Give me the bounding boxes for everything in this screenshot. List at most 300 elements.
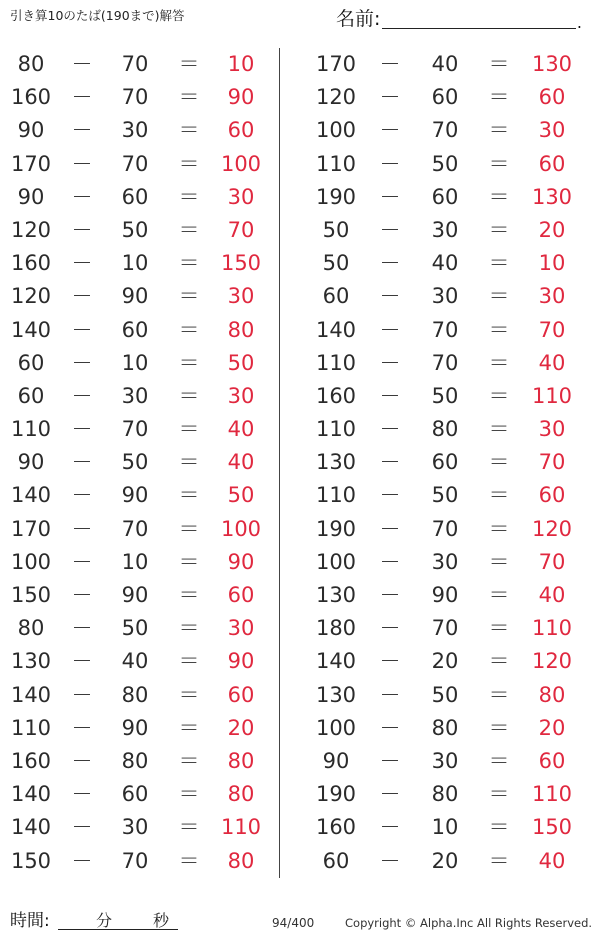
minuend: 60 xyxy=(17,350,45,375)
minuend: 130 xyxy=(10,649,52,674)
minus-sign: － xyxy=(379,284,401,309)
subtrahend: 10 xyxy=(431,815,459,840)
answer: 110 xyxy=(531,616,573,641)
minus-sign: － xyxy=(71,284,93,309)
minus-sign: － xyxy=(71,782,93,807)
subtrahend: 50 xyxy=(431,383,459,408)
equals-sign: ＝ xyxy=(488,350,510,375)
problem-row xyxy=(305,446,575,479)
equals-sign: ＝ xyxy=(178,350,200,375)
answer: 30 xyxy=(538,284,566,309)
equals-sign: ＝ xyxy=(488,217,510,242)
minus-sign: － xyxy=(379,682,401,707)
subtrahend: 80 xyxy=(121,682,149,707)
subtrahend: 60 xyxy=(431,450,459,475)
equals-sign: ＝ xyxy=(178,383,200,408)
equals-sign: ＝ xyxy=(178,616,200,641)
minuend: 170 xyxy=(315,52,357,76)
minuend: 160 xyxy=(10,251,52,276)
subtrahend: 60 xyxy=(121,782,149,807)
equals-sign: ＝ xyxy=(488,782,510,807)
page-number: 94/400 xyxy=(272,916,315,930)
answer: 110 xyxy=(531,782,573,807)
subtrahend: 40 xyxy=(431,251,459,276)
problem-row xyxy=(0,612,270,645)
answer: 100 xyxy=(220,151,262,176)
subtrahend: 50 xyxy=(431,151,459,176)
problem-row xyxy=(305,845,575,878)
minus-sign: － xyxy=(71,549,93,574)
minus-sign: － xyxy=(71,450,93,475)
minus-sign: － xyxy=(71,483,93,508)
minuend: 160 xyxy=(10,85,52,110)
minus-sign: － xyxy=(379,848,401,873)
equals-sign: ＝ xyxy=(488,284,510,309)
minus-sign: － xyxy=(379,549,401,574)
problem-row xyxy=(0,181,270,214)
equals-sign: ＝ xyxy=(178,483,200,508)
equals-sign: ＝ xyxy=(178,317,200,342)
problem-row xyxy=(0,148,270,181)
problem-row xyxy=(305,612,575,645)
problem-row xyxy=(305,778,575,811)
name-underline xyxy=(382,28,576,29)
answer: 70 xyxy=(227,217,255,242)
subtrahend: 90 xyxy=(121,284,149,309)
answer: 60 xyxy=(538,85,566,110)
answer: 70 xyxy=(538,549,566,574)
minus-sign: － xyxy=(379,417,401,442)
answer: 20 xyxy=(227,715,255,740)
minus-sign: － xyxy=(71,417,93,442)
problem-row xyxy=(0,778,270,811)
problem-row xyxy=(305,479,575,512)
minuend: 110 xyxy=(10,417,52,442)
subtrahend: 80 xyxy=(121,748,149,773)
answer: 30 xyxy=(227,383,255,408)
equals-sign: ＝ xyxy=(488,748,510,773)
subtrahend: 30 xyxy=(121,815,149,840)
answer: 10 xyxy=(227,52,255,76)
subtrahend: 20 xyxy=(431,649,459,674)
equals-sign: ＝ xyxy=(178,583,200,607)
equals-sign: ＝ xyxy=(488,383,510,408)
minus-sign: － xyxy=(71,682,93,707)
answer: 40 xyxy=(227,450,255,475)
problem-row xyxy=(305,247,575,280)
equals-sign: ＝ xyxy=(178,649,200,674)
answer: 50 xyxy=(227,483,255,508)
subtrahend: 70 xyxy=(431,317,459,342)
equals-sign: ＝ xyxy=(178,782,200,807)
subtrahend: 90 xyxy=(121,715,149,740)
equals-sign: ＝ xyxy=(488,649,510,674)
equals-sign: ＝ xyxy=(488,118,510,143)
minus-sign: － xyxy=(379,616,401,641)
equals-sign: ＝ xyxy=(178,748,200,773)
problem-row xyxy=(0,48,270,81)
minus-sign: － xyxy=(71,715,93,740)
answer: 30 xyxy=(538,417,566,442)
equals-sign: ＝ xyxy=(488,251,510,276)
minus-sign: － xyxy=(379,383,401,408)
minus-sign: － xyxy=(379,516,401,541)
minuend: 190 xyxy=(315,782,357,807)
minuend: 190 xyxy=(315,184,357,209)
minuend: 120 xyxy=(10,284,52,309)
minuend: 160 xyxy=(10,748,52,773)
minuend: 110 xyxy=(315,350,357,375)
problem-row xyxy=(0,513,270,546)
minuend: 110 xyxy=(315,483,357,508)
minus-sign: － xyxy=(379,715,401,740)
subtrahend: 10 xyxy=(121,350,149,375)
equals-sign: ＝ xyxy=(488,815,510,840)
equals-sign: ＝ xyxy=(488,52,510,76)
answer: 60 xyxy=(538,748,566,773)
copyright-notice: Copyright © Alpha.Inc All Rights Reserved. xyxy=(345,916,593,930)
minuend: 110 xyxy=(10,715,52,740)
minuend: 80 xyxy=(17,52,45,76)
answer: 110 xyxy=(220,815,262,840)
minus-sign: － xyxy=(71,383,93,408)
subtrahend: 10 xyxy=(121,549,149,574)
equals-sign: ＝ xyxy=(488,317,510,342)
equals-sign: ＝ xyxy=(178,284,200,309)
minuend: 140 xyxy=(10,317,52,342)
minus-sign: － xyxy=(379,649,401,674)
minuend: 90 xyxy=(17,450,45,475)
answer: 70 xyxy=(538,450,566,475)
minuend: 50 xyxy=(322,217,350,242)
problem-row xyxy=(305,811,575,844)
minus-sign: － xyxy=(379,450,401,475)
problem-row xyxy=(0,845,270,878)
minus-sign: － xyxy=(71,815,93,840)
subtrahend: 60 xyxy=(121,184,149,209)
answer: 80 xyxy=(227,317,255,342)
subtrahend: 40 xyxy=(121,649,149,674)
equals-sign: ＝ xyxy=(488,583,510,607)
problem-row xyxy=(0,446,270,479)
problem-row xyxy=(305,347,575,380)
answer: 40 xyxy=(538,583,566,607)
minuend: 100 xyxy=(10,549,52,574)
equals-sign: ＝ xyxy=(488,184,510,209)
answer: 80 xyxy=(227,782,255,807)
minuend: 160 xyxy=(315,815,357,840)
subtrahend: 30 xyxy=(431,217,459,242)
minuend: 130 xyxy=(315,583,357,607)
subtrahend: 30 xyxy=(121,383,149,408)
minuend: 170 xyxy=(10,151,52,176)
equals-sign: ＝ xyxy=(488,516,510,541)
minus-sign: － xyxy=(379,118,401,143)
subtrahend: 10 xyxy=(121,251,149,276)
minus-sign: － xyxy=(379,748,401,773)
equals-sign: ＝ xyxy=(488,483,510,508)
minuend: 120 xyxy=(10,217,52,242)
answer: 20 xyxy=(538,715,566,740)
minuend: 120 xyxy=(315,85,357,110)
time-label: 時間: xyxy=(10,911,50,931)
problem-row xyxy=(305,48,575,81)
minus-sign: － xyxy=(71,52,93,76)
minuend: 190 xyxy=(315,516,357,541)
subtrahend: 40 xyxy=(431,52,459,76)
minuend: 140 xyxy=(315,317,357,342)
equals-sign: ＝ xyxy=(178,417,200,442)
equals-sign: ＝ xyxy=(488,450,510,475)
subtrahend: 30 xyxy=(431,748,459,773)
subtrahend: 50 xyxy=(121,217,149,242)
problem-row xyxy=(305,679,575,712)
column-divider xyxy=(279,48,280,878)
equals-sign: ＝ xyxy=(178,151,200,176)
minus-sign: － xyxy=(71,583,93,607)
answer: 110 xyxy=(531,383,573,408)
minuend: 130 xyxy=(315,682,357,707)
problem-row xyxy=(0,712,270,745)
minuend: 110 xyxy=(315,417,357,442)
problem-row xyxy=(0,811,270,844)
problem-row xyxy=(0,81,270,114)
answer: 130 xyxy=(531,52,573,76)
problem-row xyxy=(0,380,270,413)
minus-sign: － xyxy=(71,317,93,342)
minuend: 140 xyxy=(10,682,52,707)
minuend: 140 xyxy=(10,483,52,508)
subtrahend: 30 xyxy=(431,284,459,309)
subtrahend: 20 xyxy=(431,848,459,873)
minuend: 180 xyxy=(315,616,357,641)
minuend: 90 xyxy=(17,184,45,209)
subtrahend: 30 xyxy=(121,118,149,143)
minuend: 140 xyxy=(315,649,357,674)
minus-sign: － xyxy=(379,217,401,242)
minuend: 100 xyxy=(315,549,357,574)
subtrahend: 70 xyxy=(121,516,149,541)
subtrahend: 90 xyxy=(121,483,149,508)
minuend: 160 xyxy=(315,383,357,408)
problem-row xyxy=(305,745,575,778)
answer: 90 xyxy=(227,549,255,574)
subtrahend: 70 xyxy=(121,52,149,76)
problem-row xyxy=(0,247,270,280)
problem-row xyxy=(0,214,270,247)
problem-row xyxy=(305,645,575,678)
answer: 150 xyxy=(220,251,262,276)
minus-sign: － xyxy=(379,151,401,176)
problem-row xyxy=(305,81,575,114)
equals-sign: ＝ xyxy=(488,715,510,740)
answer: 60 xyxy=(538,151,566,176)
minus-sign: － xyxy=(71,616,93,641)
minuend: 60 xyxy=(322,284,350,309)
problem-row xyxy=(0,114,270,147)
minus-sign: － xyxy=(379,583,401,607)
equals-sign: ＝ xyxy=(178,848,200,873)
answer: 40 xyxy=(227,417,255,442)
answer: 80 xyxy=(538,682,566,707)
problem-row xyxy=(0,479,270,512)
problem-row xyxy=(305,181,575,214)
name-label: 名前: xyxy=(336,8,381,30)
subtrahend: 70 xyxy=(121,151,149,176)
minus-sign: － xyxy=(71,151,93,176)
name-field xyxy=(336,4,586,30)
minus-sign: － xyxy=(71,217,93,242)
equals-sign: ＝ xyxy=(178,217,200,242)
answer: 60 xyxy=(227,583,255,607)
problem-row xyxy=(0,413,270,446)
answer: 80 xyxy=(227,848,255,873)
minus-sign: － xyxy=(379,251,401,276)
subtrahend: 70 xyxy=(431,350,459,375)
answer: 20 xyxy=(538,217,566,242)
problem-row xyxy=(305,114,575,147)
minutes-label: 分 xyxy=(96,911,113,930)
subtrahend: 70 xyxy=(121,417,149,442)
subtrahend: 90 xyxy=(121,583,149,607)
subtrahend: 50 xyxy=(431,682,459,707)
minus-sign: － xyxy=(71,350,93,375)
equals-sign: ＝ xyxy=(178,118,200,143)
answer: 30 xyxy=(227,284,255,309)
minus-sign: － xyxy=(71,118,93,143)
equals-sign: ＝ xyxy=(488,616,510,641)
equals-sign: ＝ xyxy=(178,85,200,110)
minuend: 90 xyxy=(17,118,45,143)
subtrahend: 70 xyxy=(431,118,459,143)
subtrahend: 60 xyxy=(121,317,149,342)
answer: 40 xyxy=(538,848,566,873)
problem-row xyxy=(305,314,575,347)
minus-sign: － xyxy=(379,815,401,840)
problem-row xyxy=(305,712,575,745)
minus-sign: － xyxy=(71,85,93,110)
equals-sign: ＝ xyxy=(488,151,510,176)
subtrahend: 70 xyxy=(121,848,149,873)
problem-row xyxy=(305,214,575,247)
answer: 60 xyxy=(538,483,566,508)
equals-sign: ＝ xyxy=(488,848,510,873)
time-field xyxy=(10,906,180,932)
minus-sign: － xyxy=(379,184,401,209)
left-problem-column xyxy=(0,48,270,878)
subtrahend: 60 xyxy=(431,85,459,110)
equals-sign: ＝ xyxy=(178,516,200,541)
problem-row xyxy=(0,347,270,380)
minus-sign: － xyxy=(379,52,401,76)
answer: 80 xyxy=(227,748,255,773)
minus-sign: － xyxy=(379,483,401,508)
answer: 40 xyxy=(538,350,566,375)
minus-sign: － xyxy=(379,85,401,110)
minus-sign: － xyxy=(71,184,93,209)
answer: 30 xyxy=(227,616,255,641)
subtrahend: 50 xyxy=(121,450,149,475)
worksheet-title: 引き算10のたば(190まで)解答 xyxy=(10,8,185,23)
subtrahend: 70 xyxy=(121,85,149,110)
minus-sign: － xyxy=(71,848,93,873)
answer: 90 xyxy=(227,649,255,674)
equals-sign: ＝ xyxy=(178,715,200,740)
problem-row xyxy=(305,513,575,546)
minuend: 50 xyxy=(322,251,350,276)
answer: 90 xyxy=(227,85,255,110)
problem-row xyxy=(305,148,575,181)
equals-sign: ＝ xyxy=(178,815,200,840)
subtrahend: 50 xyxy=(431,483,459,508)
minuend: 150 xyxy=(10,583,52,607)
minuend: 60 xyxy=(322,848,350,873)
problem-row xyxy=(0,579,270,612)
problem-row xyxy=(0,679,270,712)
subtrahend: 30 xyxy=(431,549,459,574)
minus-sign: － xyxy=(379,317,401,342)
problem-row xyxy=(0,546,270,579)
answer: 50 xyxy=(227,350,255,375)
answer: 10 xyxy=(538,251,566,276)
name-end-mark: . xyxy=(576,13,582,32)
subtrahend: 80 xyxy=(431,782,459,807)
minus-sign: － xyxy=(71,649,93,674)
minus-sign: － xyxy=(379,350,401,375)
problem-row xyxy=(0,645,270,678)
answer: 130 xyxy=(531,184,573,209)
subtrahend: 70 xyxy=(431,516,459,541)
problem-row xyxy=(305,413,575,446)
minus-sign: － xyxy=(71,748,93,773)
subtrahend: 70 xyxy=(431,616,459,641)
problem-row xyxy=(305,380,575,413)
answer: 120 xyxy=(531,649,573,674)
problem-row xyxy=(305,280,575,313)
problem-row xyxy=(0,745,270,778)
minuend: 110 xyxy=(315,151,357,176)
subtrahend: 80 xyxy=(431,417,459,442)
minuend: 140 xyxy=(10,782,52,807)
minuend: 140 xyxy=(10,815,52,840)
equals-sign: ＝ xyxy=(178,682,200,707)
subtrahend: 80 xyxy=(431,715,459,740)
equals-sign: ＝ xyxy=(178,549,200,574)
problem-row xyxy=(305,546,575,579)
minus-sign: － xyxy=(71,251,93,276)
equals-sign: ＝ xyxy=(178,184,200,209)
answer: 120 xyxy=(531,516,573,541)
problem-row xyxy=(0,280,270,313)
answer: 150 xyxy=(531,815,573,840)
minuend: 60 xyxy=(17,383,45,408)
minuend: 100 xyxy=(315,715,357,740)
answer: 30 xyxy=(227,184,255,209)
minuend: 90 xyxy=(322,748,350,773)
equals-sign: ＝ xyxy=(488,682,510,707)
minuend: 170 xyxy=(10,516,52,541)
minus-sign: － xyxy=(71,516,93,541)
answer: 100 xyxy=(220,516,262,541)
equals-sign: ＝ xyxy=(178,52,200,76)
problem-row xyxy=(305,579,575,612)
seconds-label: 秒 xyxy=(153,911,170,930)
equals-sign: ＝ xyxy=(488,417,510,442)
subtrahend: 50 xyxy=(121,616,149,641)
minuend: 100 xyxy=(315,118,357,143)
equals-sign: ＝ xyxy=(178,251,200,276)
equals-sign: ＝ xyxy=(488,549,510,574)
